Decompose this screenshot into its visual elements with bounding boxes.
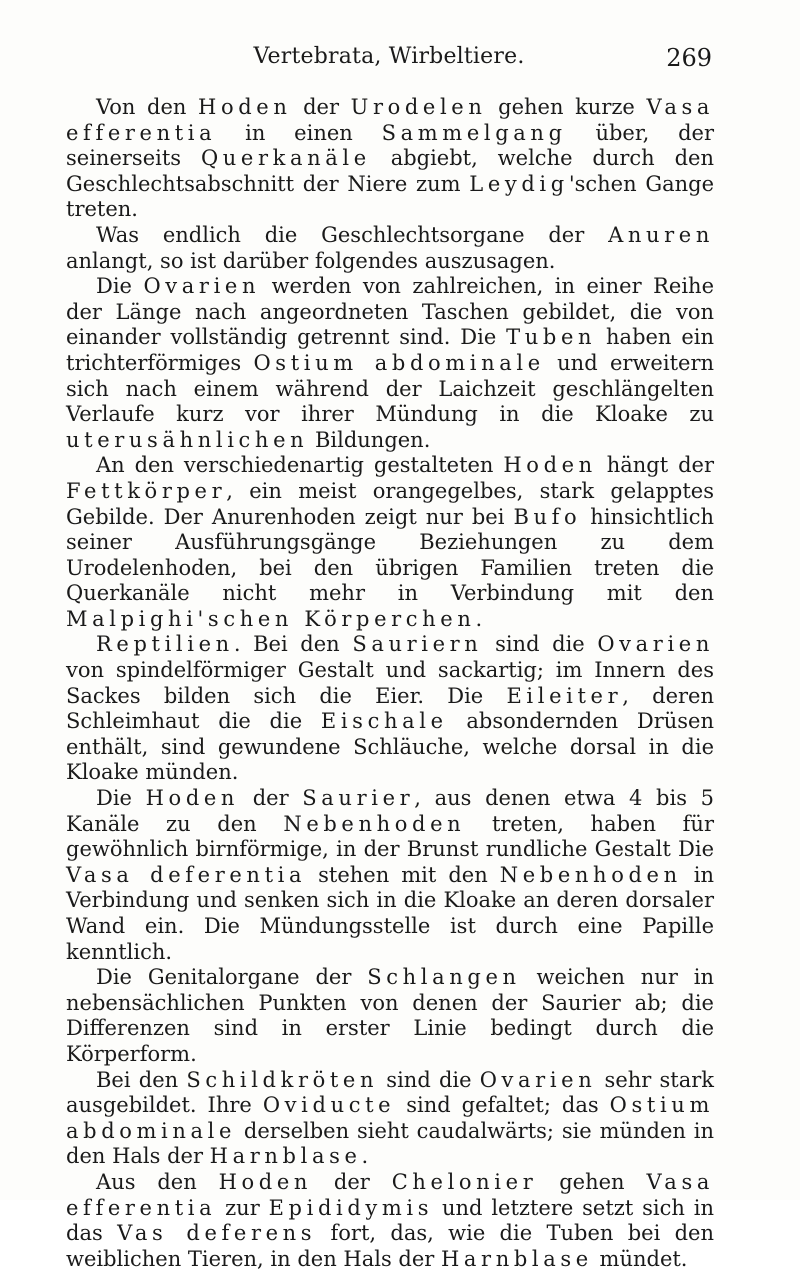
text-run: gehen [537, 1169, 647, 1194]
spaced-term: Schlangen [367, 965, 521, 990]
text-run: abgiebt, welche durch den Geschlechtsabschnitt der Niere zum [66, 146, 714, 196]
running-title: Vertebrata, Wirbeltiere. [253, 44, 525, 69]
spaced-term: Epididymis [268, 1195, 434, 1220]
spaced-term: Ovarien [479, 1067, 597, 1092]
spaced-term: Vasa efferentia [66, 1169, 714, 1220]
text-run: und letztere setzt sich in das [66, 1195, 714, 1246]
paragraph [66, 274, 714, 453]
spaced-term: Vasa deferentia [66, 862, 307, 887]
spaced-term: Sammelgang [381, 120, 567, 145]
text-run: und erweitern sich nach einem während der Laichzeit geschlängelten Verlaufe kurz vor ihrer Mündung in die Kloake zu [66, 350, 715, 427]
text-run: . [361, 1144, 369, 1169]
spaced-term: Ovarien [143, 274, 261, 299]
text-run: mündet. [592, 1246, 688, 1271]
paragraph [66, 223, 714, 274]
spaced-term: Harnblase [209, 1144, 362, 1169]
text-run: Die Genitalorgane der [96, 965, 368, 990]
text-run: treten, haben für gewöhnlich birnförmige, in der Brunst rundliche Gestalt Die [66, 811, 714, 862]
text-run: stehen mit den [306, 862, 500, 887]
spaced-term: Tuben [506, 325, 597, 350]
text-run: Bei den [96, 1067, 187, 1092]
text-run: hängt der [596, 453, 714, 478]
text-run: gehen kurze [486, 95, 647, 119]
text-run: in einen [216, 120, 382, 145]
text-run: zur [216, 1195, 269, 1220]
text-run: weichen nur in nebensächlichen Punkten von denen der Saurier ab; die Differenzen sind in erster Linie bedingt durch die Körperform. [66, 965, 714, 1066]
spaced-term: Reptilien [96, 632, 234, 657]
paragraph [66, 786, 714, 965]
text-run: sehr stark ausgebildet. Ihre [66, 1067, 714, 1118]
spaced-term: Sauriern [352, 632, 483, 657]
spaced-term: uterusähnlichen [66, 427, 309, 452]
spaced-term: Saurier [302, 786, 415, 811]
spaced-term: Eileiter [506, 683, 623, 708]
spaced-term: Nebenhoden [499, 862, 682, 887]
spaced-term: Vasa efferentia [66, 95, 715, 145]
body-text [66, 95, 714, 1272]
running-head [66, 44, 712, 74]
text-run: hinsichtlich seiner Ausführungsgänge Beziehungen zu dem Urodelenhoden, bei den übrigen Familien treten die Querkanäle nicht mehr in Verbindung mit den [66, 504, 714, 606]
text-run: Die [96, 786, 146, 811]
text-run: Von den [96, 95, 199, 119]
text-run: . Bei den [233, 632, 353, 657]
text-run: fort, das, wie die Tuben bei den weiblichen Tieren, in den Hals der [66, 1221, 715, 1271]
spaced-term: Hoden [218, 1169, 313, 1194]
text-run: An den verschiedenartig gestalteten [96, 453, 504, 478]
spaced-term: Ostium abdominale [253, 350, 545, 375]
spaced-term: Hoden [503, 453, 597, 478]
text-run: sind gefaltet; das [395, 1093, 610, 1118]
paragraph [66, 1170, 714, 1272]
text-run: , deren Schleimhaut die die [66, 683, 714, 734]
text-run: in Verbindung und senken sich in die Kloake an deren dorsaler Wand ein. Die Mündungsstelle ist durch eine Papille kenntlich. [66, 862, 714, 964]
text-run: sind die [482, 632, 598, 657]
spaced-term: Harnblase [440, 1246, 593, 1271]
paragraph [66, 632, 714, 786]
text-run: sind die [378, 1067, 480, 1092]
spaced-term: Bufo [513, 504, 582, 529]
text-run: Die [96, 274, 144, 299]
text-run: werden von zahlreichen, in einer Reihe der Länge nach angeordneten Taschen gebildet, die von einander vollständig getrennt sind. Die [66, 274, 714, 350]
paragraph [66, 95, 714, 223]
spaced-term: Chelonier [391, 1169, 538, 1194]
text-run: 'schen Gange treten. [66, 171, 715, 222]
spaced-term: Anuren [608, 222, 714, 247]
text-run: der [312, 1169, 392, 1194]
text-run: über, der seinerseits [66, 120, 715, 171]
spaced-term: Urodelen [350, 95, 487, 119]
text-run: von spindelförmiger Gestalt und sackartig; im Innern des Sackes bilden sich die Eier. Die [66, 658, 714, 708]
spaced-term: Nebenhoden [283, 811, 466, 836]
spaced-term: Malpighi'schen Körperchen [66, 606, 476, 631]
spaced-term: Ovarien [597, 632, 714, 657]
text-run: , aus denen etwa 4 bis 5 Kanäle zu den [66, 786, 714, 836]
spaced-term: Fettkörper [66, 478, 227, 503]
spaced-term: Vas deferens [117, 1221, 317, 1246]
text-run: absondernden Drüsen enthält, sind gewundene Schläuche, welche dorsal in die Kloake münden. [66, 709, 714, 785]
text-run: . [475, 606, 483, 631]
text-run: Was endlich die Geschlechtsorgane der [96, 222, 609, 247]
text-run: der [291, 95, 351, 119]
text-run: anlangt, so ist darüber folgendes auszusagen. [66, 248, 556, 273]
paragraph [66, 965, 714, 1067]
page-number: 269 [666, 44, 712, 72]
spaced-term: Schildkröten [186, 1067, 379, 1092]
text-run: , ein meist orangegelbes, stark gelapptes Gebilde. Der Anurenhoden zeigt nur bei [66, 478, 714, 529]
text-run: derselben sieht caudalwärts; sie münden in den Hals der [66, 1118, 714, 1169]
text-run: haben ein trichterförmiges [66, 325, 714, 375]
spaced-term: Eischale [320, 709, 448, 734]
paragraph [66, 453, 714, 632]
spaced-term: Hoden [198, 95, 292, 119]
paragraph [66, 1068, 714, 1170]
spaced-term: Ostium abdominale [66, 1093, 714, 1143]
text-run: der [239, 786, 303, 811]
text-run: Aus den [96, 1169, 219, 1194]
spaced-term: Oviducte [262, 1093, 396, 1118]
spaced-term: Leydig [469, 171, 569, 196]
text-run: Bildungen. [308, 427, 431, 452]
spaced-term: Querkanäle [200, 146, 371, 171]
spaced-term: Hoden [145, 786, 240, 811]
